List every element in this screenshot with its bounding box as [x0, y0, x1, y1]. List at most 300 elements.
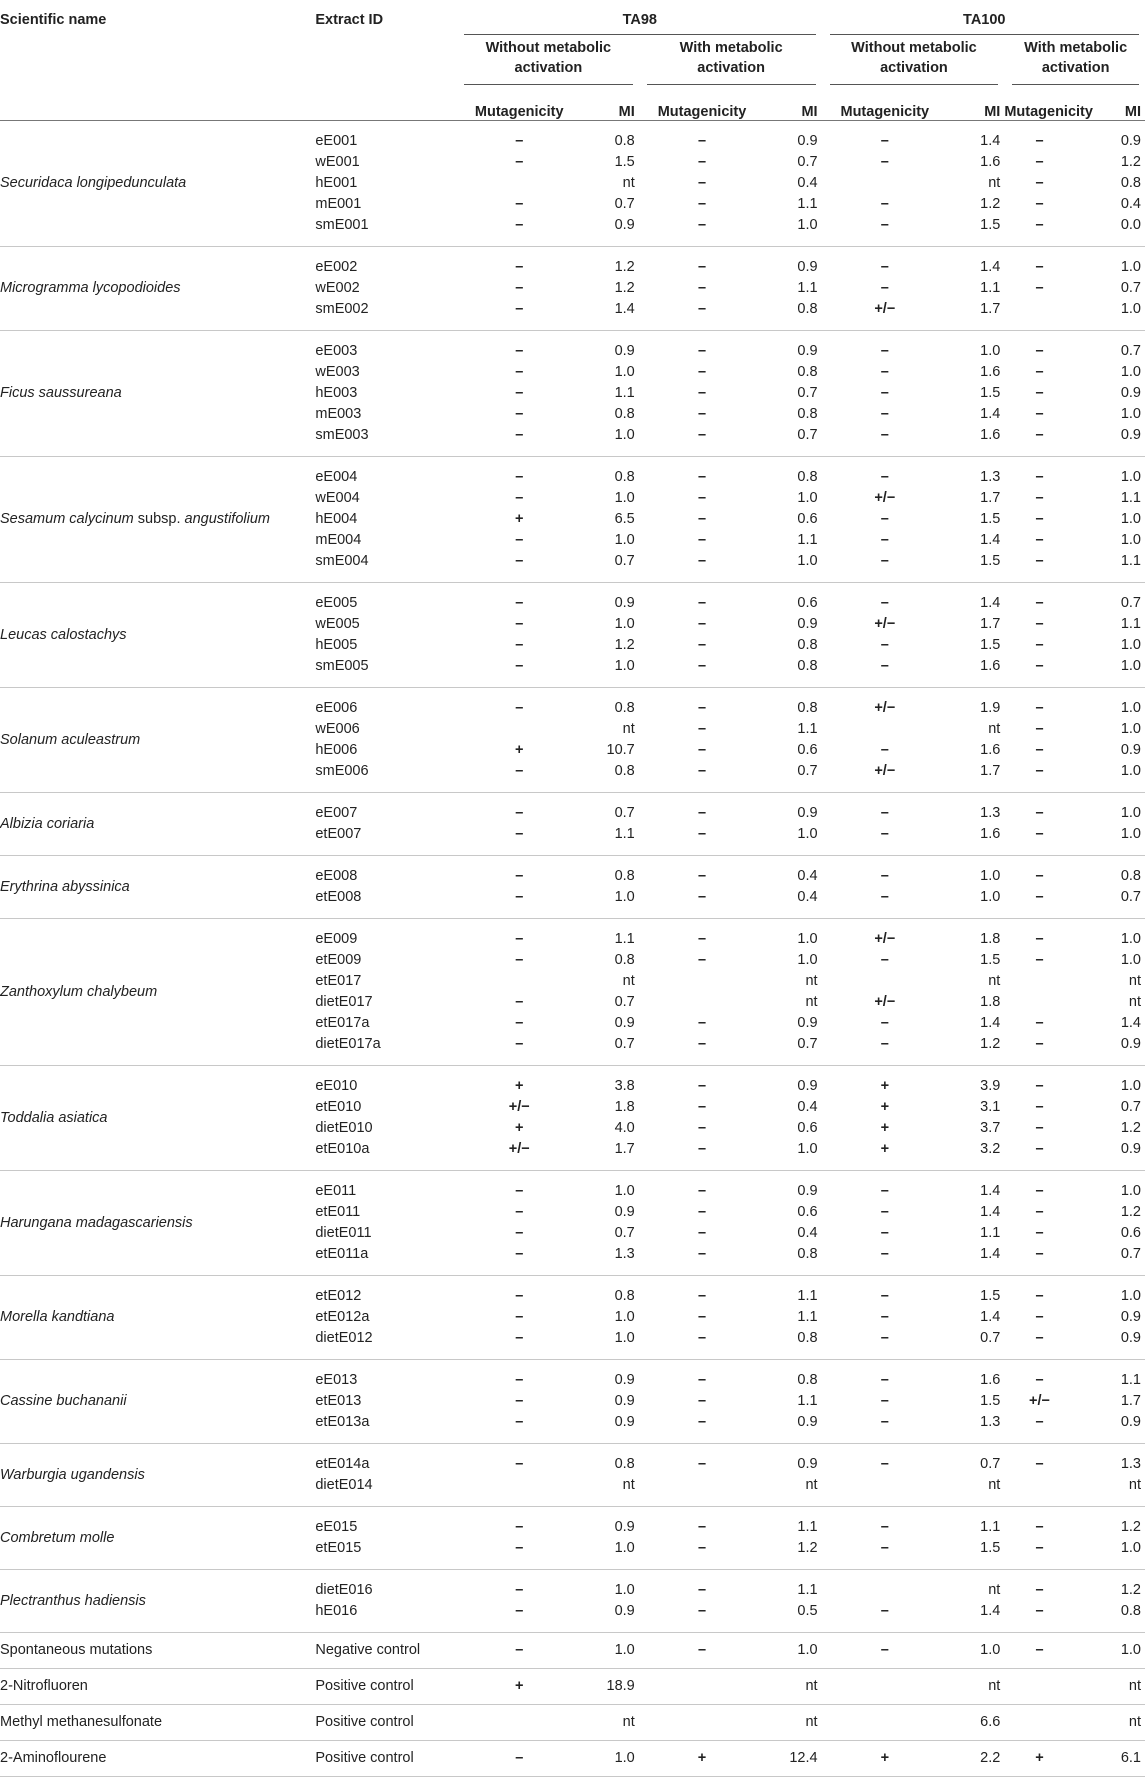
mi-cell: 0.9: [614, 1372, 635, 1388]
table-row: [0, 1276, 1145, 1308]
extract-id: etE010: [315, 1099, 362, 1115]
mutagenicity-cell: –: [697, 154, 707, 170]
mutagenicity-cell: –: [639, 1244, 766, 1276]
mi-cell: 0.9: [583, 1601, 639, 1633]
mutagenicity-cell: –: [880, 469, 889, 485]
mutagenicity-cell: [639, 1705, 766, 1741]
mi-cell: nt: [1075, 1669, 1145, 1705]
mutagenicity-cell: –: [515, 154, 524, 170]
mi-cell: 0.7: [980, 1456, 1001, 1472]
species-name-text: Albizia coriaria: [0, 815, 95, 832]
mi-cell: 1.0: [980, 868, 1001, 884]
extract-id: eE004: [315, 469, 358, 485]
extract-id: hE016: [315, 1601, 456, 1633]
mi-cell: 1.0: [1120, 1078, 1141, 1094]
mi-cell: 6.5: [614, 511, 635, 527]
extract-id: smE005: [315, 656, 456, 688]
species-name-text: Erythrina abyssinica: [0, 878, 130, 895]
mi-cell: 0.7: [1120, 280, 1141, 296]
mutagenicity-cell: +/−: [822, 299, 949, 331]
mutagenicity-cell: –: [697, 1309, 707, 1325]
mutagenicity-cell: –: [697, 196, 707, 212]
mi-cell: 1.0: [583, 1538, 639, 1570]
mi-cell: 1.0: [1075, 656, 1145, 688]
table-row: [0, 1444, 1145, 1476]
mutagenicity-cell: –: [697, 595, 707, 611]
mi-cell: 1.1: [1075, 551, 1145, 583]
mi-cell: 3.1: [980, 1099, 1001, 1115]
species-name-text: Securidaca longipedunculata: [0, 175, 187, 191]
species-name: [0, 1171, 315, 1276]
mutagenicity-cell: –: [697, 1393, 707, 1409]
extract-id: dietE011: [315, 1225, 372, 1241]
extract-id: hE001: [315, 175, 358, 191]
mi-cell: 1.1: [614, 385, 635, 401]
mi-cell: 0.9: [614, 1393, 635, 1409]
mutagenicity-cell: –: [1004, 1601, 1074, 1633]
mi-cell: 0.8: [797, 406, 818, 422]
mutagenicity-cell: –: [697, 721, 707, 737]
mi-cell: 0.8: [614, 952, 635, 968]
mutagenicity-cell: –: [515, 994, 524, 1010]
mutagenicity-cell: –: [456, 215, 583, 247]
mi-cell: 1.0: [614, 364, 635, 380]
mutagenicity-cell: –: [515, 259, 524, 275]
mi-cell: 1.7: [948, 299, 1004, 331]
mi-cell: 0.7: [583, 551, 639, 583]
extract-id: etE014a: [315, 1456, 370, 1472]
mutagenicity-cell: –: [515, 637, 524, 653]
mutagenicity-cell: –: [1035, 532, 1044, 548]
mi-cell: 1.1: [1120, 1372, 1141, 1388]
extract-id: wE001: [315, 154, 360, 170]
mutagenicity-cell: –: [456, 1741, 583, 1777]
mutagenicity-cell: –: [697, 490, 707, 506]
mutagenicity-cell: –: [515, 868, 524, 884]
mi-cell: 1.5: [980, 952, 1001, 968]
mutagenicity-cell: –: [697, 1519, 707, 1535]
mi-cell: nt: [583, 1475, 639, 1507]
mi-cell: 1.2: [980, 196, 1001, 212]
extract-id: eE008: [315, 868, 358, 884]
mi-cell: nt: [948, 1669, 1004, 1705]
mi-cell: 0.9: [614, 343, 635, 359]
mi-cell: 0.7: [614, 805, 635, 821]
mutagenicity-cell: –: [880, 637, 889, 653]
header-ta98-without: Without metabolic activation: [456, 35, 639, 87]
mi-cell: 1.6: [948, 425, 1004, 457]
mi-cell: 1.4: [1120, 1015, 1141, 1031]
extract-id: wE006: [315, 721, 360, 737]
mutagenicity-cell: –: [515, 1225, 524, 1241]
mi-cell: 1.4: [980, 595, 1001, 611]
mi-cell: 1.2: [948, 1034, 1004, 1066]
mutagenicity-cell: –: [822, 1244, 949, 1276]
mi-cell: 1.0: [980, 343, 1001, 359]
mutagenicity-cell: –: [822, 1034, 949, 1066]
mi-cell: 1.1: [797, 721, 818, 737]
mi-cell: 1.5: [948, 1538, 1004, 1570]
mutagenicity-cell: –: [880, 259, 889, 275]
mutagenicity-cell: +/−: [1028, 1393, 1050, 1409]
mi-cell: 1.0: [614, 490, 635, 506]
mutagenicity-cell: –: [456, 1034, 583, 1066]
mutagenicity-cell: +/−: [874, 931, 896, 947]
species-name-text: Microgramma lycopodioides: [0, 280, 181, 296]
mi-cell: 1.5: [980, 637, 1001, 653]
control-name: Methyl methanesulfonate: [0, 1705, 315, 1741]
mutagenicity-cell: –: [697, 364, 707, 380]
mi-cell: 1.3: [980, 805, 1001, 821]
mi-cell: 1.4: [980, 1309, 1001, 1325]
mi-cell: 1.1: [797, 196, 818, 212]
mutagenicity-cell: –: [639, 299, 766, 331]
mutagenicity-cell: –: [1004, 1538, 1074, 1570]
mi-cell: 0.8: [1120, 868, 1141, 884]
mi-cell: 1.2: [614, 280, 635, 296]
mutagenicity-cell: –: [822, 1601, 949, 1633]
mi-cell: 0.6: [797, 511, 818, 527]
extract-id: hE004: [315, 511, 358, 527]
mi-cell: 0.8: [614, 406, 635, 422]
extract-id: dietE016: [315, 1582, 373, 1598]
header-mutagenicity: Mutagenicity: [456, 87, 583, 121]
mutagenicity-cell: –: [697, 1582, 707, 1598]
extract-id: hE006: [315, 742, 358, 758]
species-name: [0, 856, 315, 919]
table-row: [0, 1360, 1145, 1392]
mi-cell: 1.0: [1075, 824, 1145, 856]
header-strain-ta100: TA100: [822, 0, 1145, 35]
mutagenicity-cell: –: [1035, 1372, 1044, 1388]
mutagenicity-cell: –: [1004, 1412, 1074, 1444]
mi-cell: 1.0: [1120, 952, 1141, 968]
mutagenicity-cell: –: [456, 1538, 583, 1570]
mi-cell: 0.5: [765, 1601, 821, 1633]
mutagenicity-cell: +: [639, 1741, 766, 1777]
mutagenicity-cell: –: [1035, 1582, 1044, 1598]
mutagenicity-cell: –: [515, 700, 524, 716]
extract-id: etE007: [315, 824, 456, 856]
mutagenicity-cell: –: [1035, 595, 1044, 611]
mutagenicity-cell: –: [697, 1225, 707, 1241]
mutagenicity-cell: –: [1035, 742, 1044, 758]
mutagenicity-cell: +/−: [874, 700, 896, 716]
mi-cell: 0.9: [797, 133, 818, 149]
mi-cell: nt: [805, 994, 818, 1010]
mi-cell: 1.0: [1120, 364, 1141, 380]
mi-cell: 3.7: [980, 1120, 1001, 1136]
mi-cell: 0.7: [1075, 887, 1145, 919]
mi-cell: 1.6: [980, 742, 1001, 758]
mutagenicity-cell: –: [456, 761, 583, 793]
species-name-text: Plectranthus hadiensis: [0, 1592, 146, 1609]
mutagenicity-cell: –: [639, 215, 766, 247]
extract-id: etE012a: [315, 1309, 370, 1325]
extract-id: eE011: [315, 1183, 357, 1199]
mi-cell: nt: [765, 1669, 821, 1705]
mutagenicity-cell: [1004, 1669, 1074, 1705]
mi-cell: 1.7: [948, 761, 1004, 793]
mutagenicity-cell: –: [515, 532, 524, 548]
mi-cell: 1.0: [1120, 700, 1141, 716]
extract-id: mE001: [315, 196, 362, 212]
mi-cell: 1.1: [1120, 616, 1141, 632]
mi-cell: 0.9: [614, 595, 635, 611]
mi-cell: 1.0: [1120, 532, 1141, 548]
mutagenicity-cell: –: [697, 637, 707, 653]
mutagenicity-cell: +: [515, 511, 524, 527]
mi-cell: nt: [583, 1705, 639, 1741]
mi-cell: 0.7: [797, 154, 818, 170]
mutagenicity-cell: –: [515, 1309, 524, 1325]
mi-cell: 1.0: [614, 532, 635, 548]
mutagenicity-cell: –: [880, 385, 889, 401]
mutagenicity-cell: –: [1035, 637, 1044, 653]
control-type: Positive control: [315, 1669, 456, 1705]
species-name: [0, 1444, 315, 1507]
mutagenicity-cell: [822, 1705, 949, 1741]
mi-cell: 0.4: [765, 887, 821, 919]
mutagenicity-cell: –: [1035, 343, 1044, 359]
mutagenicity-cell: –: [697, 616, 707, 632]
mutagenicity-cell: –: [1004, 1034, 1074, 1066]
mi-cell: 1.0: [1075, 299, 1145, 331]
mutagenicity-cell: [456, 1475, 583, 1507]
mutagenicity-cell: –: [456, 1328, 583, 1360]
mi-cell: 0.4: [797, 1099, 818, 1115]
mi-cell: 1.6: [980, 1372, 1001, 1388]
species-name: [0, 1570, 315, 1633]
mi-cell: 1.4: [980, 1204, 1001, 1220]
mutagenicity-cell: –: [456, 551, 583, 583]
mutagenicity-cell: –: [639, 1633, 766, 1669]
mi-cell: 1.0: [1075, 1633, 1145, 1669]
mi-cell: 0.8: [765, 1244, 821, 1276]
mutagenicity-cell: –: [639, 761, 766, 793]
mutagenicity-cell: –: [515, 931, 524, 947]
mi-cell: nt: [988, 175, 1001, 191]
species-name-text: Combretum molle: [0, 1529, 115, 1546]
mi-cell: 1.1: [797, 1519, 818, 1535]
control-row: [0, 1741, 1145, 1777]
table-row: [0, 856, 1145, 888]
header-strain-ta98: TA98: [456, 0, 822, 35]
header-scientific-name: Scientific name: [0, 0, 315, 121]
mi-cell: 4.0: [614, 1120, 635, 1136]
control-name: 2-Aminoflourene: [0, 1741, 315, 1777]
mi-cell: 0.8: [614, 1456, 635, 1472]
extract-id: eE003: [315, 343, 358, 359]
mi-cell: 1.4: [948, 1244, 1004, 1276]
mi-cell: 1.1: [980, 1225, 1001, 1241]
mutagenicity-cell: [639, 1475, 766, 1507]
extract-id: etE015: [315, 1538, 456, 1570]
mi-cell: 1.1: [797, 1393, 818, 1409]
mi-cell: 0.7: [765, 425, 821, 457]
mi-cell: 18.9: [583, 1669, 639, 1705]
mutagenicity-cell: –: [1035, 133, 1044, 149]
header-ta100-with: With metabolic activation: [1004, 35, 1145, 87]
mi-cell: 0.8: [797, 469, 818, 485]
extract-id: smE006: [315, 761, 456, 793]
table-row: [0, 688, 1145, 720]
header-mutagenicity: Mutagenicity: [1004, 87, 1074, 121]
mutagenicity-cell: –: [1035, 490, 1044, 506]
mutagenicity-cell: [822, 719, 949, 740]
mutagenicity-cell: –: [697, 931, 707, 947]
mi-cell: 1.0: [765, 551, 821, 583]
mutagenicity-cell: –: [880, 1225, 889, 1241]
mi-cell: 0.8: [765, 656, 821, 688]
mutagenicity-cell: –: [697, 1015, 707, 1031]
mutagenicity-cell: –: [697, 1099, 707, 1115]
mi-cell: 0.6: [1120, 1225, 1141, 1241]
mutagenicity-cell: –: [1035, 1099, 1044, 1115]
mutagenicity-cell: –: [515, 1204, 524, 1220]
mutagenicity-cell: –: [1035, 721, 1044, 737]
extract-id: smE001: [315, 215, 456, 247]
mi-cell: 1.0: [614, 616, 635, 632]
mi-cell: 1.0: [1120, 259, 1141, 275]
table-row: [0, 793, 1145, 825]
mutagenicity-cell: –: [1035, 1309, 1044, 1325]
extract-id: etE017: [315, 973, 362, 989]
mi-cell: 1.3: [583, 1244, 639, 1276]
table-row: [0, 331, 1145, 363]
extract-id: eE005: [315, 595, 358, 611]
mi-cell: nt: [1128, 994, 1141, 1010]
mutagenicity-cell: [1004, 1475, 1074, 1507]
mutagenicity-cell: +: [1004, 1741, 1074, 1777]
mutagenicity-cell: –: [880, 364, 889, 380]
mi-cell: 0.8: [1075, 1601, 1145, 1633]
header-mutagenicity: Mutagenicity: [822, 87, 949, 121]
control-row: [0, 1705, 1145, 1741]
mi-cell: 1.2: [614, 259, 635, 275]
mi-cell: 0.9: [797, 259, 818, 275]
mi-cell: 1.4: [980, 133, 1001, 149]
extract-id: etE010a: [315, 1139, 456, 1171]
table-row: [0, 919, 1145, 951]
mutagenicity-cell: –: [880, 196, 889, 212]
table-row: [0, 1507, 1145, 1539]
mutagenicity-cell: –: [822, 887, 949, 919]
mutagenicity-cell: –: [697, 343, 707, 359]
mi-cell: 2.2: [948, 1741, 1004, 1777]
header-extract-id: Extract ID: [315, 0, 456, 121]
mi-cell: 0.8: [1120, 175, 1141, 191]
mutagenicity-cell: –: [822, 1328, 949, 1360]
control-name: Spontaneous mutations: [0, 1633, 315, 1669]
mutagenicity-cell: +/−: [874, 616, 896, 632]
mutagenicity-cell: –: [1004, 1139, 1074, 1171]
mutagenicity-cell: –: [639, 1328, 766, 1360]
mi-cell: 1.4: [948, 1601, 1004, 1633]
mi-cell: 0.9: [583, 215, 639, 247]
mutagenicity-cell: –: [822, 1412, 949, 1444]
species-name: [0, 793, 315, 856]
mutagenicity-cell: +: [880, 1120, 890, 1136]
mutagenicity-cell: –: [1004, 551, 1074, 583]
mi-cell: 1.1: [797, 1309, 818, 1325]
mutagenicity-cell: –: [880, 1393, 889, 1409]
mi-cell: 1.0: [1120, 406, 1141, 422]
mi-cell: 1.1: [980, 280, 1001, 296]
mi-cell: 0.9: [797, 1456, 818, 1472]
mi-cell: 0.9: [1120, 1309, 1141, 1325]
mutagenicity-cell: –: [880, 1204, 889, 1220]
species-name: [0, 1066, 315, 1171]
mi-cell: 1.2: [765, 1538, 821, 1570]
mutagenicity-cell: –: [515, 385, 524, 401]
mutagenicity-cell: –: [1035, 385, 1044, 401]
mi-cell: 1.2: [1120, 1582, 1141, 1598]
mutagenicity-cell: –: [1035, 1078, 1044, 1094]
mi-cell: 0.9: [1075, 1139, 1145, 1171]
mutagenicity-cell: –: [880, 1183, 889, 1199]
mi-cell: 1.2: [1120, 1519, 1141, 1535]
mi-cell: 0.8: [614, 1288, 635, 1304]
mi-cell: 1.5: [980, 1393, 1001, 1409]
mi-cell: 1.7: [1120, 1393, 1141, 1409]
extract-id: eE010: [315, 1078, 358, 1094]
mutagenicity-cell: –: [1004, 824, 1074, 856]
mutagenicity-cell: –: [515, 595, 524, 611]
mutagenicity-cell: –: [1035, 196, 1044, 212]
mutagenicity-cell: –: [697, 511, 707, 527]
header-ta100-without: Without metabolic activation: [822, 35, 1005, 87]
mutagenicity-cell: –: [880, 343, 889, 359]
mi-cell: 0.9: [765, 1412, 821, 1444]
mutagenicity-cell: –: [697, 259, 707, 275]
mutagenicity-cell: –: [822, 656, 949, 688]
mi-cell: 1.0: [797, 931, 818, 947]
mutagenicity-cell: –: [880, 1015, 889, 1031]
mutagenicity-cell: [456, 1705, 583, 1741]
species-name: [0, 688, 315, 793]
species-name: [0, 121, 315, 247]
mi-cell: 0.7: [1075, 1244, 1145, 1276]
table-row: [0, 457, 1145, 489]
mi-cell: 0.8: [797, 700, 818, 716]
mutagenicity-cell: +: [880, 1078, 890, 1094]
mi-cell: 1.0: [1120, 1183, 1141, 1199]
mutagenicity-cell: [822, 971, 949, 992]
mi-cell: 1.0: [797, 490, 818, 506]
mi-cell: nt: [805, 973, 818, 989]
mi-cell: 0.9: [1075, 1412, 1145, 1444]
mi-cell: 0.7: [797, 385, 818, 401]
mi-cell: 0.7: [765, 1034, 821, 1066]
mutagenicity-cell: –: [1035, 616, 1044, 632]
extract-id: eE007: [315, 805, 358, 821]
mutagenicity-cell: +: [456, 1669, 583, 1705]
mutagenicity-cell: –: [1004, 656, 1074, 688]
mutagenicity-cell: –: [880, 595, 889, 611]
extract-id: wE002: [315, 280, 360, 296]
mutagenicity-cell: –: [1035, 868, 1044, 884]
species-name-text: Sesamum calycinum: [0, 511, 134, 527]
mutagenicity-cell: –: [456, 1244, 583, 1276]
mutagenicity-cell: [822, 173, 949, 194]
mi-cell: 1.0: [583, 1741, 639, 1777]
mutagenicity-cell: +/−: [874, 994, 896, 1010]
table-row: [0, 1171, 1145, 1203]
mi-cell: 1.0: [948, 1633, 1004, 1669]
table-body: [0, 121, 1145, 1777]
mi-cell: 1.0: [765, 824, 821, 856]
